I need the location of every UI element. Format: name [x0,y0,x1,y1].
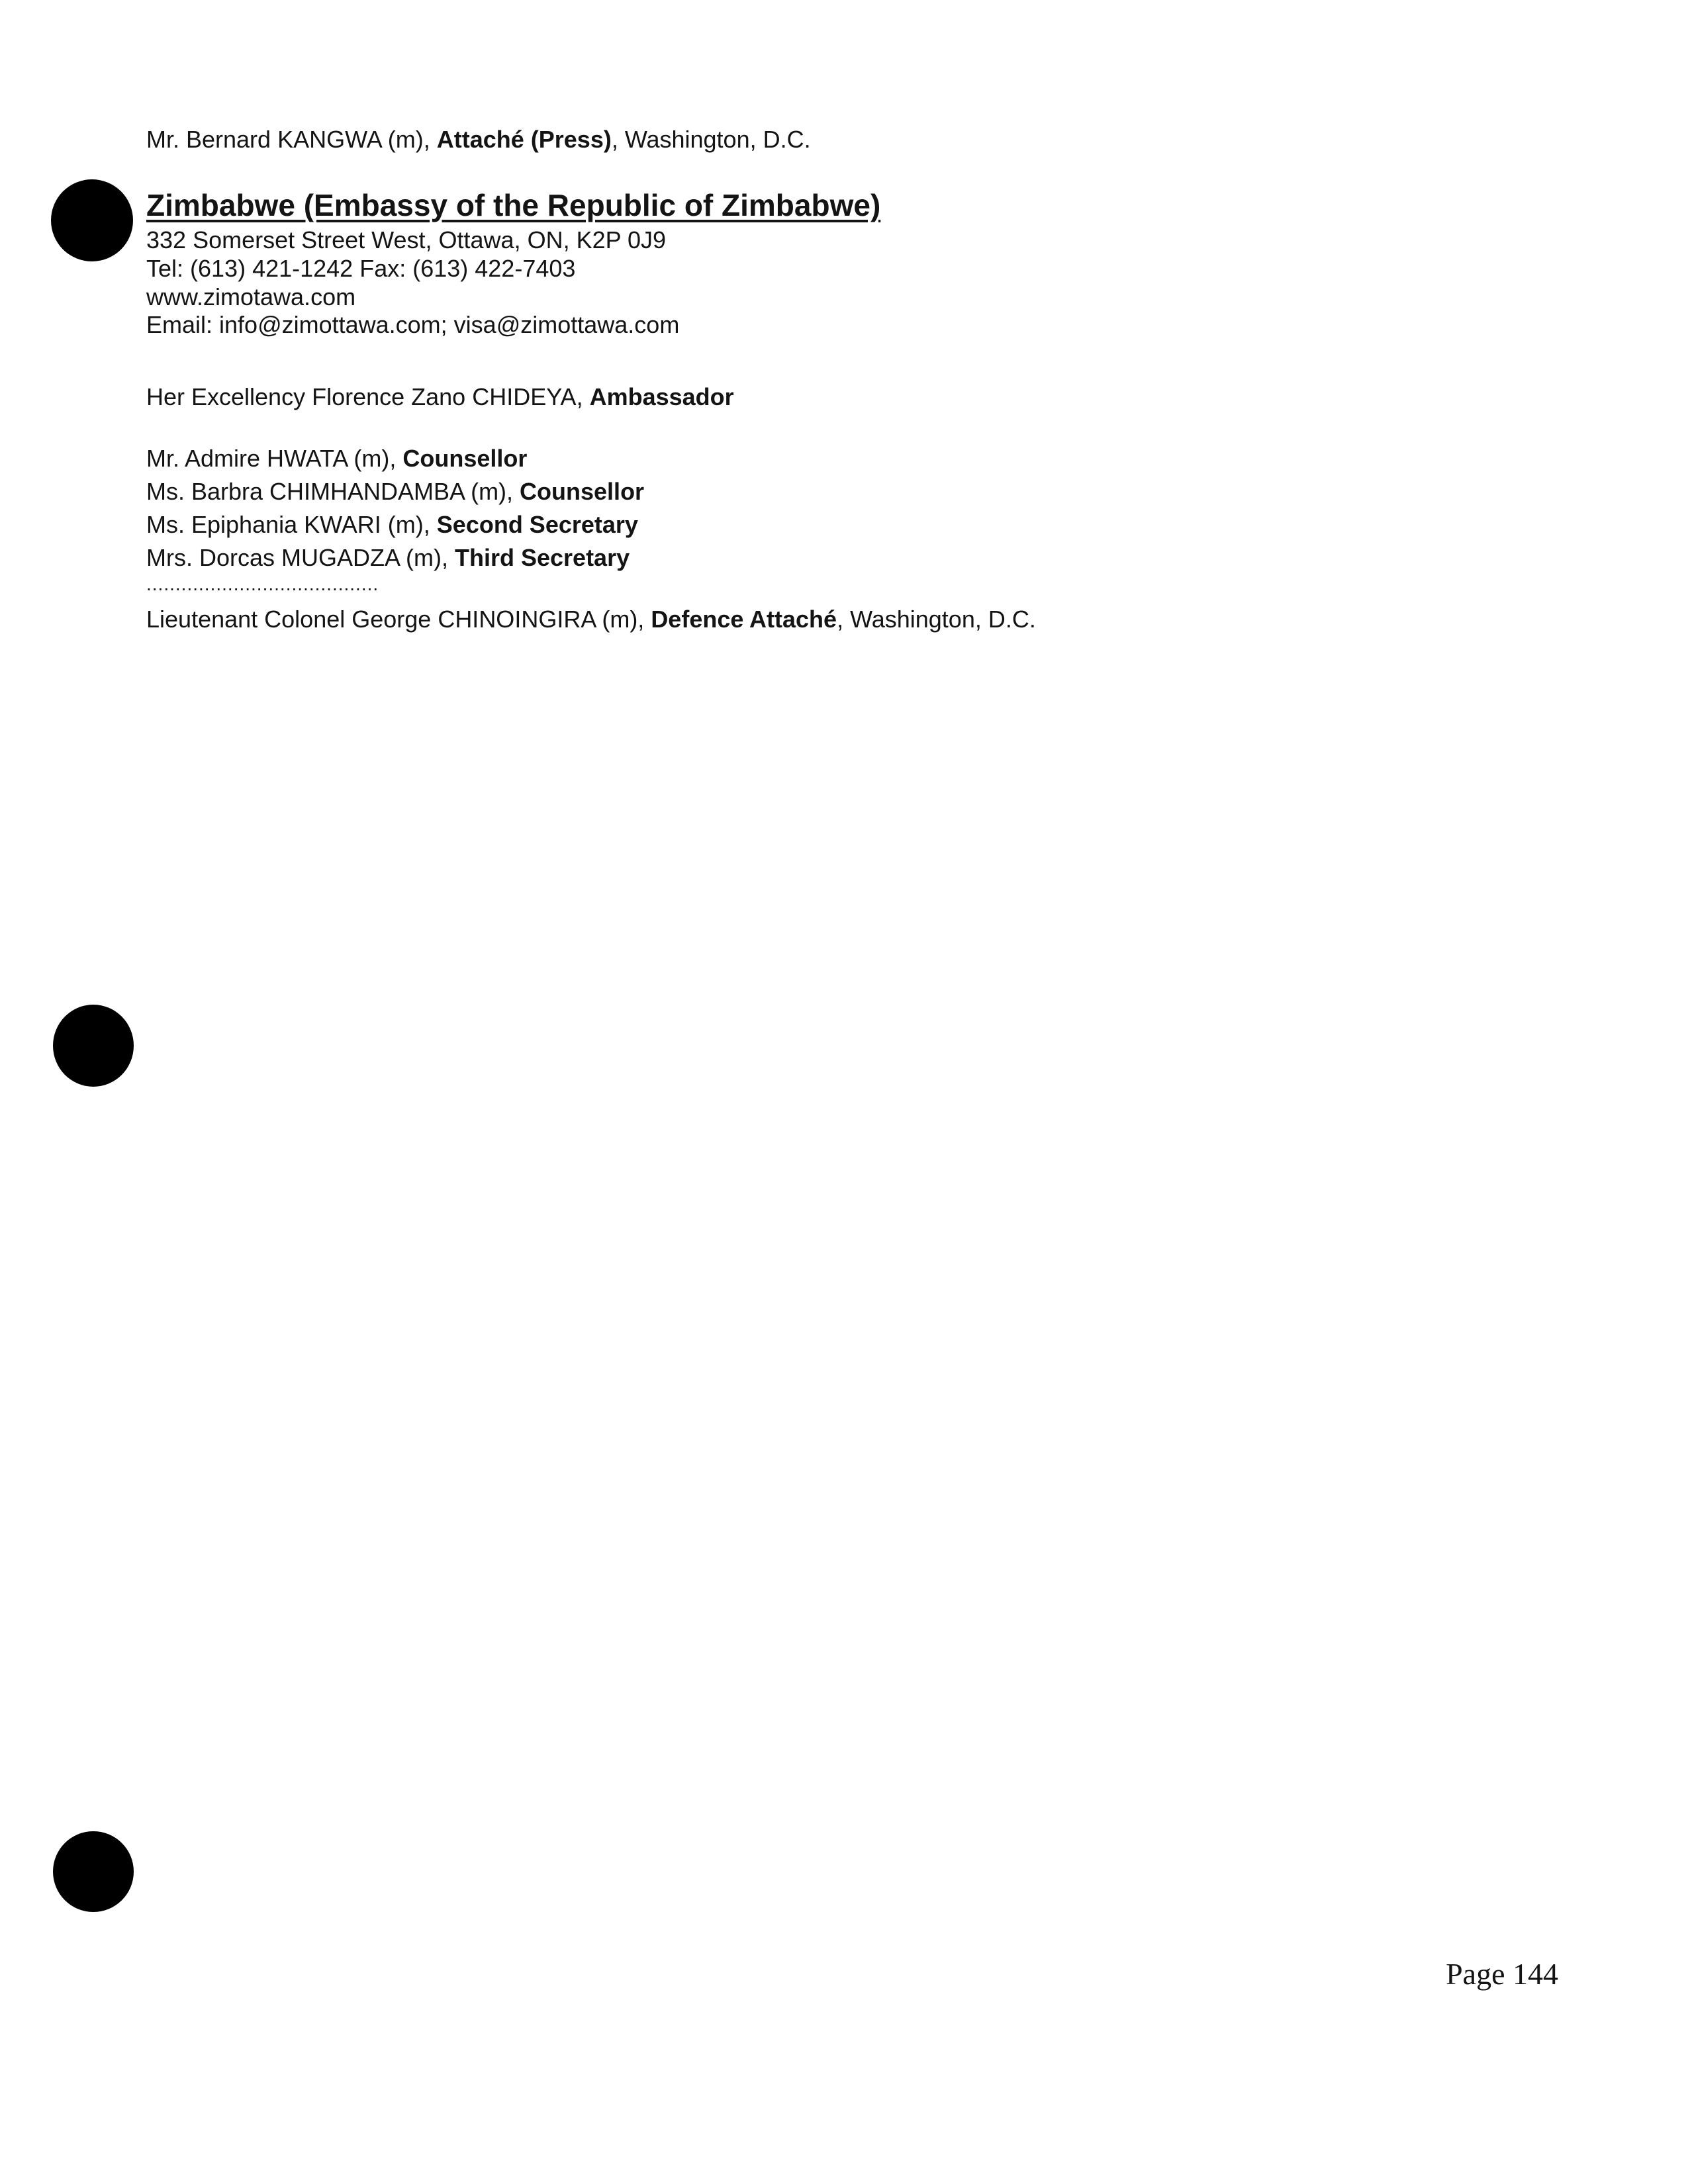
previous-entry-name: Mr. Bernard KANGWA (m), [146,126,437,153]
previous-entry-title: Attaché (Press) [436,126,612,153]
staff-title: Second Secretary [436,511,638,538]
staff-entry [146,544,630,572]
punch-hole-middle [53,1005,134,1087]
embassy-address: 332 Somerset Street West, Ottawa, ON, K2P 0J9 [146,226,667,253]
defence-suffix: , Washington, D.C. [837,606,1036,633]
embassy-heading: Zimbabwe (Embassy of the Republic of Zimbabwe) [146,188,881,222]
punch-hole-top [51,179,133,261]
staff-entry [146,445,527,473]
staff-entry [146,478,644,506]
ambassador-line [146,383,734,411]
previous-entry-line [146,126,811,154]
ambassador-title: Ambassador [589,383,734,410]
staff-name: Ms. Barbra CHIMHANDAMBA (m), [146,478,520,505]
ambassador-name: Her Excellency Florence Zano CHIDEYA, [146,383,590,410]
embassy-website: www.zimotawa.com [146,283,356,310]
staff-name: Mrs. Dorcas MUGADZA (m), [146,544,455,571]
staff-title: Counsellor [520,478,645,505]
embassy-phone: Tel: (613) 421-1242 Fax: (613) 422-7403 [146,255,576,282]
previous-entry-suffix: , Washington, D.C. [611,126,811,153]
staff-title: Counsellor [402,445,528,472]
embassy-email: Email: info@zimottawa.com; visa@zimottawa.com [146,311,680,338]
dotted-separator: ........................................ [146,574,379,594]
defence-title: Defence Attaché [651,606,837,633]
staff-name: Mr. Admire HWATA (m), [146,445,403,472]
staff-entry [146,511,638,539]
page-number: Page 144 [1446,1957,1558,1991]
defence-attache-line [146,606,1036,633]
staff-title: Third Secretary [455,544,630,571]
punch-hole-bottom [53,1831,134,1912]
staff-name: Ms. Epiphania KWARI (m), [146,511,437,538]
defence-name: Lieutenant Colonel George CHINOINGIRA (m), [146,606,651,633]
